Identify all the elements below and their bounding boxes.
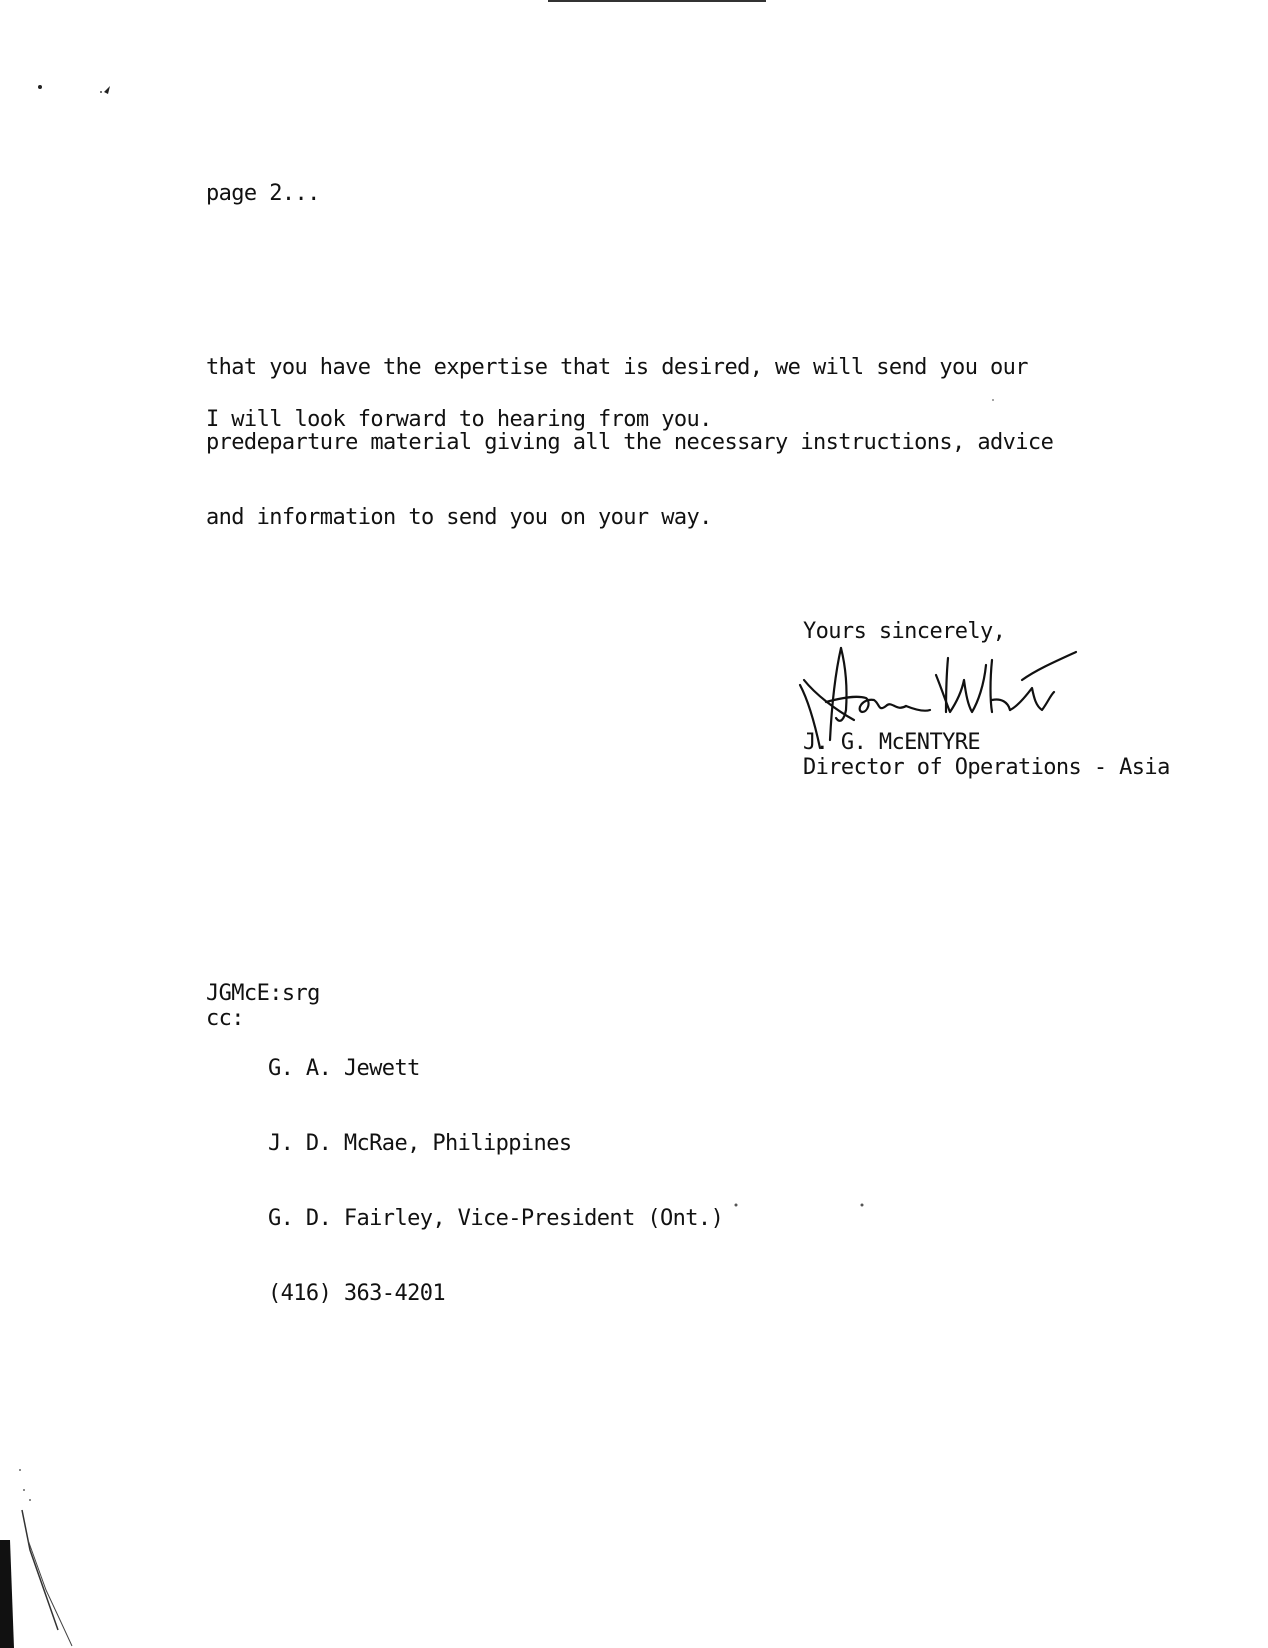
- body-line: predeparture material giving all the necessary instructions, advice: [206, 430, 1054, 455]
- cc-entry: G. A. Jewett: [268, 1056, 420, 1081]
- cc-entry: (416) 363-4201: [268, 1281, 446, 1306]
- body-line: that you have the expertise that is desired, we will send you our: [206, 355, 1028, 380]
- page-reference: page 2...: [206, 181, 320, 206]
- scan-edge-mark: [0, 1440, 90, 1648]
- sign-off: Yours sincerely,: [803, 619, 1006, 644]
- cc-entry: G. D. Fairley, Vice-President (Ont.): [268, 1206, 724, 1231]
- body-paragraph: [206, 305, 1053, 580]
- closing-line: I will look forward to hearing from you.: [206, 407, 712, 432]
- signer-name: J. G. McENTYRE: [803, 730, 981, 755]
- cc-list: [268, 1006, 723, 1356]
- cc-label: cc:: [206, 1006, 244, 1031]
- signer-title: Director of Operations - Asia: [803, 755, 1170, 780]
- typist-reference: JGMcE:srg: [206, 981, 320, 1006]
- cc-entry: J. D. McRae, Philippines: [268, 1131, 572, 1156]
- body-line: and information to send you on your way.: [206, 505, 712, 530]
